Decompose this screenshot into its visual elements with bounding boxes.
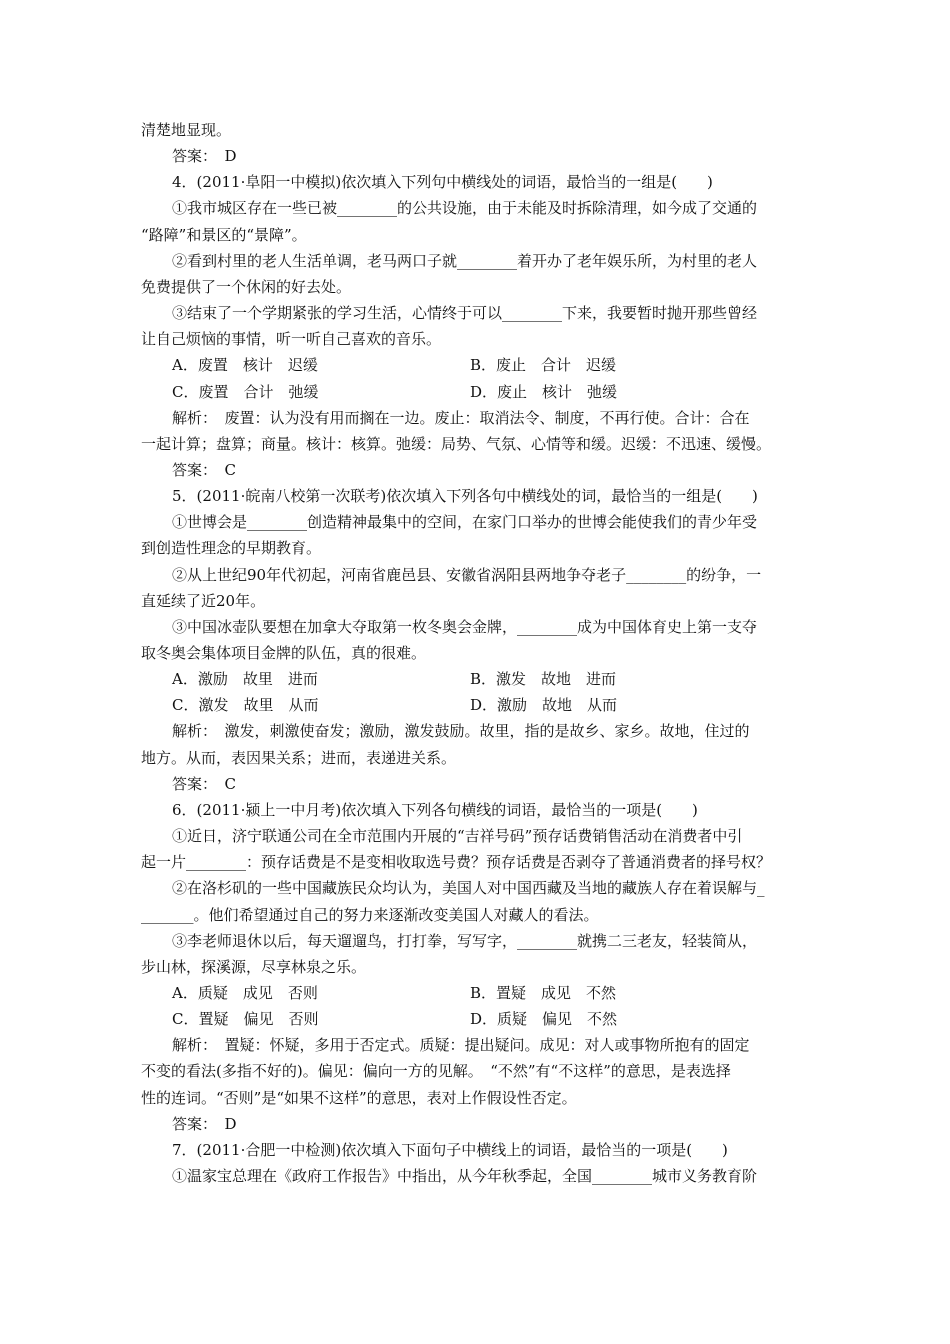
text-line: 6．(2011·颍上一中月考)依次填入下列各句横线的词语，最恰当的一项是( ) xyxy=(172,801,698,819)
text-line: C．激发 故里 从而 xyxy=(172,696,319,714)
text-line: 性的连词。“否则”是“如果不这样”的意思，表对上作假设性否定。 xyxy=(141,1089,577,1107)
text-line: 解析： 激发，刺激使奋发；激励，激发鼓励。故里，指的是故乡、家乡。故地，住过的 xyxy=(172,722,750,740)
text-line: 不变的看法(多指不好的)。偏见：偏向一方的见解。 “不然”有“不这样”的意思，是表选择 xyxy=(141,1062,731,1080)
text-line: 清楚地显现。 xyxy=(141,121,232,139)
text-line: ③结束了一个学期紧张的学习生活，心情终于可以________下来，我要暂时抛开那些曾经 xyxy=(172,304,758,322)
text-line: _______。他们希望通过自己的努力来逐渐改变美国人对藏人的看法。 xyxy=(141,906,599,924)
text-line: 一起计算；盘算；商量。核计：核算。弛缓：局势、气氛、心情等和缓。迟缓：不迅速、缓慢。 xyxy=(141,435,772,453)
text-line: ②看到村里的老人生活单调，老马两口子就________着开办了老年娱乐所，为村里的老人 xyxy=(172,252,758,270)
answer-option: D．质疑 偏见 不然 xyxy=(470,1010,618,1028)
text-line: ②在洛杉矶的一些中国藏族民众均认为，美国人对中国西藏及当地的藏族人存在着误解与_ xyxy=(172,879,765,897)
text-line: 5．(2011·皖南八校第一次联考)依次填入下列各句中横线处的词，最恰当的一组是( ) xyxy=(172,487,758,505)
text-line: 答案： D xyxy=(172,147,237,165)
text-line: A．质疑 成见 否则 xyxy=(172,984,318,1002)
text-line: 免费提供了一个休闲的好去处。 xyxy=(141,278,352,296)
answer-option: B．废止 合计 迟缓 xyxy=(470,356,617,374)
text-line: C．置疑 偏见 否则 xyxy=(172,1010,319,1028)
answer-option: D．激励 故地 从而 xyxy=(470,696,618,714)
text-line: ①近日，济宁联通公司在全市范围内开展的“吉祥号码”预存话费销售活动在消费者中引 xyxy=(172,827,743,845)
text-line: ①我市城区存在一些已被________的公共设施，由于未能及时拆除清理，如今成了交通的 xyxy=(172,199,758,217)
text-line: 解析： 置疑：怀疑，多用于否定式。质疑：提出疑问。成见：对人或事物所抱有的固定 xyxy=(172,1036,750,1054)
text-line: 直延续了近20年。 xyxy=(141,592,266,610)
text-line: A．废置 核计 迟缓 xyxy=(172,356,318,374)
text-line: ①温家宝总理在《政府工作报告》中指出，从今年秋季起，全国________城市义务教育阶 xyxy=(172,1167,758,1185)
text-line: 7．(2011·合肥一中检测)依次填入下面句子中横线上的词语，最恰当的一项是( ) xyxy=(172,1141,728,1159)
text-line: 答案： C xyxy=(172,461,236,479)
text-line: 起一片________：预存话费是不是变相收取选号费？预存话费是否剥夺了普通消费者的择号权？ xyxy=(141,853,772,871)
text-line: ③中国冰壶队要想在加拿大夺取第一枚冬奥会金牌，________成为中国体育史上第一支夺 xyxy=(172,618,758,636)
text-line: 步山林，探溪源，尽享林泉之乐。 xyxy=(141,958,367,976)
answer-option: B．激发 故地 进而 xyxy=(470,670,617,688)
text-line: 4．(2011·阜阳一中模拟)依次填入下列句中横线处的词语，最恰当的一组是( ) xyxy=(172,173,713,191)
answer-option: B．置疑 成见 不然 xyxy=(470,984,617,1002)
text-line: ①世博会是________创造精神最集中的空间，在家门口举办的世博会能使我们的青少年受 xyxy=(172,513,758,531)
text-line: 答案： D xyxy=(172,1115,237,1133)
text-line: ②从上世纪90年代初起，河南省鹿邑县、安徽省涡阳县两地争夺老子________的纷争，一 xyxy=(172,566,762,584)
text-line: 让自己烦恼的事情，听一听自己喜欢的音乐。 xyxy=(141,330,442,348)
text-line: 地方。从而，表因果关系；进而，表递进关系。 xyxy=(141,749,457,767)
text-line: 解析： 废置：认为没有用而搁在一边。废止：取消法令、制度，不再行使。合计：合在 xyxy=(172,409,750,427)
text-line: 答案： C xyxy=(172,775,236,793)
text-line: 取冬奥会集体项目金牌的队伍，真的很难。 xyxy=(141,644,427,662)
text-line: ③李老师退休以后，每天遛遛鸟，打打拳，写写字，________就携二三老友，轻装简从， xyxy=(172,932,758,950)
text-line: C．废置 合计 弛缓 xyxy=(172,383,319,401)
answer-option: D．废止 核计 弛缓 xyxy=(470,383,618,401)
text-line: “路障”和景区的“景障”。 xyxy=(141,226,307,244)
text-line: A．激励 故里 进而 xyxy=(172,670,318,688)
text-line: 到创造性理念的早期教育。 xyxy=(141,539,322,557)
